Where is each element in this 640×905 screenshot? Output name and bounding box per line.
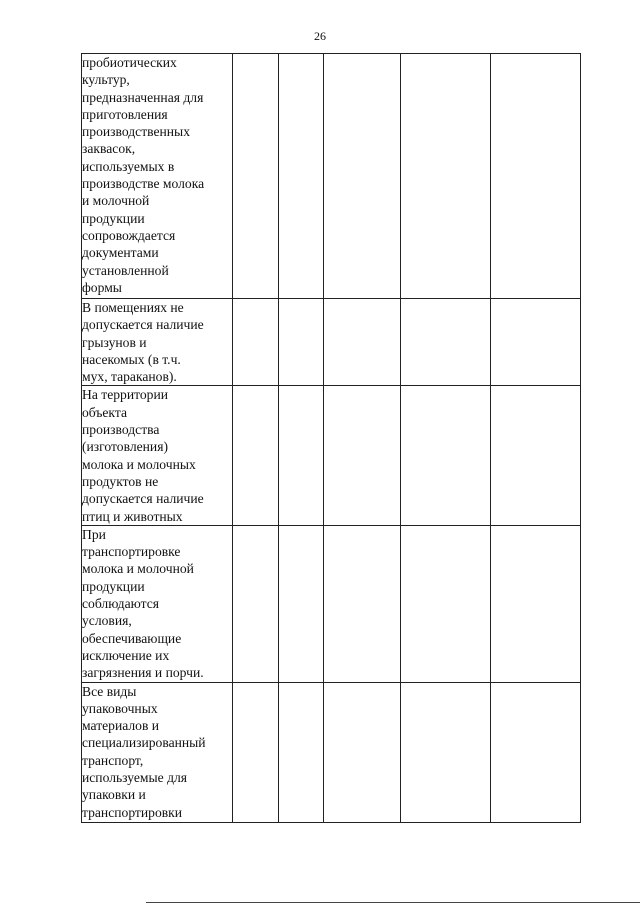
table-row (82, 299, 581, 386)
requirement-text-line: загрязнения и порчи. (82, 665, 204, 681)
requirement-text-line: продукции (82, 578, 145, 594)
table-row (82, 682, 581, 822)
empty-cell (324, 386, 401, 525)
empty-cell (233, 525, 279, 682)
requirement-text-line: молока и молочной (82, 561, 194, 577)
page-number: 26 (314, 29, 326, 43)
empty-cell (491, 682, 581, 822)
requirement-text-line: обеспечивающие (82, 630, 182, 646)
requirement-text-line: производственных (82, 124, 190, 140)
requirement-text-line: пробиотических (82, 55, 177, 70)
empty-cell (401, 525, 491, 682)
empty-cell (324, 299, 401, 386)
empty-cell (233, 386, 279, 525)
empty-cell (324, 525, 401, 682)
empty-cell (401, 682, 491, 822)
requirement-text-line: (изготовления) (82, 439, 168, 455)
requirement-text-cell (82, 386, 233, 525)
requirement-text-line: объекта (82, 404, 128, 420)
requirement-text-line: формы (82, 279, 122, 295)
requirement-text-line: культур, (82, 72, 130, 88)
requirement-text-line: заквасок, (82, 141, 136, 157)
empty-cell (279, 525, 324, 682)
empty-cell (401, 54, 491, 299)
requirement-text-line: материалов и (82, 718, 160, 734)
requirement-text-line: используемые для (82, 770, 188, 786)
empty-cell (491, 386, 581, 525)
table-row (82, 54, 581, 299)
empty-cell (491, 525, 581, 682)
empty-cell (233, 682, 279, 822)
requirement-text-line: допускается наличие (82, 317, 204, 333)
requirement-text-line: В помещениях не (82, 300, 184, 315)
requirement-text-line: и молочной (82, 193, 150, 209)
requirement-text-line: молока и молочных (82, 456, 196, 472)
empty-cell (279, 299, 324, 386)
requirement-text-line: допускается наличие (82, 491, 204, 507)
requirement-text-line: упаковочных (82, 700, 158, 716)
requirement-text-cell (82, 682, 233, 822)
requirement-text-line: приготовления (82, 106, 168, 122)
requirement-text-line: продукции (82, 210, 145, 226)
requirement-text-line: предназначенная для (82, 89, 204, 105)
requirement-text-line: птиц и животных (82, 508, 183, 524)
requirement-text-line: используемых в (82, 158, 175, 174)
table-row (82, 525, 581, 682)
requirement-text-line: При (82, 526, 106, 542)
requirement-text-line: транспорт, (82, 752, 144, 768)
requirement-text-cell (82, 525, 233, 682)
empty-cell (324, 682, 401, 822)
empty-cell (279, 54, 324, 299)
requirement-text-line: документами (82, 245, 159, 261)
requirement-text-line: продуктов не (82, 473, 159, 489)
empty-cell (491, 54, 581, 299)
requirement-text-line: транспортировки (82, 804, 183, 820)
requirements-table (81, 53, 581, 823)
requirement-text-line: На территории (82, 387, 168, 403)
requirement-text-line: сопровождается (82, 227, 176, 243)
empty-cell (401, 299, 491, 386)
requirement-text-cell (82, 54, 233, 299)
empty-cell (401, 386, 491, 525)
requirement-text-line: насекомых (в т.ч. (82, 351, 181, 367)
requirement-text-line: исключение их (82, 647, 170, 663)
requirement-text-line: мух, тараканов). (82, 369, 177, 385)
empty-cell (279, 386, 324, 525)
empty-cell (233, 54, 279, 299)
requirement-text-line: условия, (82, 613, 132, 629)
empty-cell (279, 682, 324, 822)
requirement-text-line: соблюдаются (82, 596, 159, 612)
empty-cell (233, 299, 279, 386)
table-row (82, 386, 581, 525)
requirement-text-cell (82, 299, 233, 386)
requirement-text-line: грызунов и (82, 334, 147, 350)
requirement-text-line: производстве молока (82, 176, 205, 192)
requirement-text-line: специализированный (82, 735, 206, 751)
requirement-text-line: упаковки и (82, 787, 146, 803)
empty-cell (324, 54, 401, 299)
requirement-text-line: установленной (82, 262, 169, 278)
requirement-text-line: производства (82, 422, 160, 438)
requirement-text-line: транспортировке (82, 544, 181, 560)
empty-cell (491, 299, 581, 386)
requirement-text-line: Все виды (82, 683, 137, 699)
page-bottom-rule (146, 902, 640, 903)
